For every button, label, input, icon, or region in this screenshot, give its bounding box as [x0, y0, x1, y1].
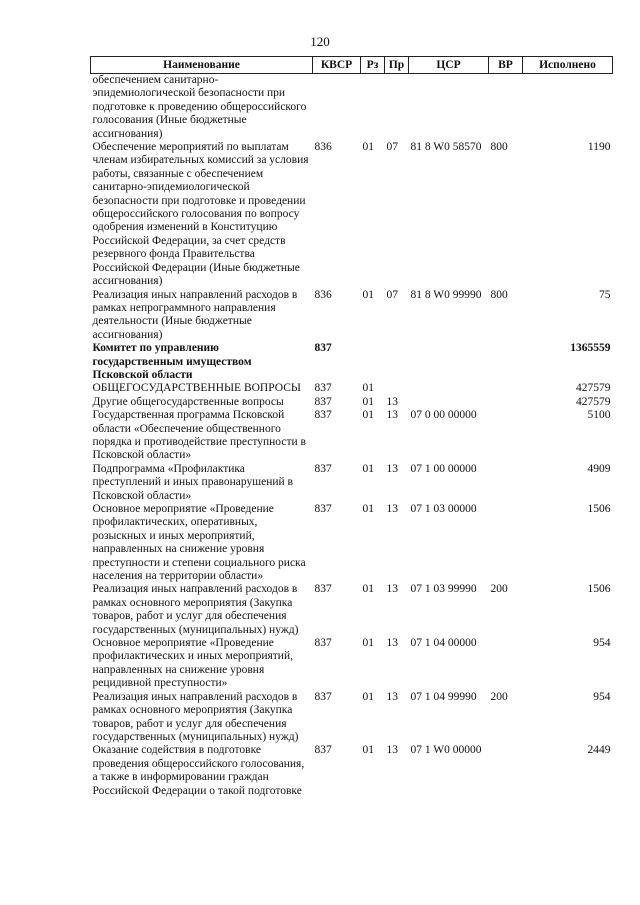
cell-kvsr: 836	[314, 141, 332, 154]
cell-name: Другие общегосударственные вопросы	[92, 395, 284, 408]
cell-rz: 01	[362, 141, 374, 154]
cell-rz: 01	[362, 583, 374, 596]
cell-pr: 13	[386, 583, 398, 596]
cell-name: Реализация иных направлений расходов в рамках основного мероприятия (Закупка товаров, работ и услуг для обеспечения государственных (муниципальных) нужд)	[92, 583, 299, 636]
table-row	[91, 382, 613, 395]
table-row	[91, 342, 613, 382]
cell-name: Обеспечение мероприятий по выплатам членам избирательных комиссий за условия работы, связанные с обеспечением санитарно-эпидемиологической безопасности при подготовке и проведении общероссийского голосования по вопросу одобрения изменений в Конституцию Российской Федерации, за счет средств резервного фонда Правительства Российской Федерации (Иные бюджетные ассигнования)	[92, 141, 309, 288]
cell-kvsr: 837	[314, 462, 332, 475]
table-row	[91, 637, 613, 691]
cell-exec: 4909	[587, 462, 611, 475]
table-row	[91, 583, 613, 637]
cell-kvsr	[313, 74, 361, 142]
header-exec: Исполнено	[523, 57, 613, 74]
cell-vr: 800	[490, 288, 508, 301]
cell-csr: 07 1 04 99990	[410, 690, 477, 703]
cell-exec: 1365559	[570, 342, 611, 355]
cell-kvsr: 837	[314, 382, 332, 395]
cell-pr	[385, 342, 409, 382]
cell-rz: 01	[362, 690, 374, 703]
cell-csr: 07 1 W0 00000	[410, 744, 482, 757]
cell-vr	[489, 74, 523, 142]
cell-name: Реализация иных направлений расходов в рамках основного мероприятия (Закупка товаров, работ и услуг для обеспечения государственных (муниципальных) нужд)	[92, 690, 299, 743]
cell-kvsr: 836	[314, 288, 332, 301]
cell-kvsr: 837	[314, 342, 332, 355]
cell-vr: 200	[490, 583, 508, 596]
cell-kvsr: 837	[314, 503, 332, 515]
cell-vr	[489, 463, 523, 503]
cell-vr: 200	[490, 690, 508, 703]
cell-csr	[409, 74, 489, 142]
cell-pr: 13	[386, 744, 398, 757]
cell-kvsr: 837	[314, 637, 332, 650]
table-row	[91, 744, 613, 798]
cell-vr	[489, 637, 523, 691]
cell-pr: 13	[386, 503, 398, 515]
table-row	[91, 289, 613, 343]
cell-exec: 1506	[587, 583, 611, 596]
cell-rz: 01	[362, 395, 374, 408]
cell-exec: 954	[593, 637, 611, 650]
cell-name: ОБЩЕГОСУДАРСТВЕННЫЕ ВОПРОСЫ	[92, 382, 301, 395]
cell-pr: 13	[386, 409, 398, 422]
cell-name: Реализация иных направлений расходов в рамках непрограммного направления деятельности (Иные бюджетные ассигнования)	[92, 288, 298, 341]
header-vr: ВР	[489, 57, 523, 74]
cell-vr	[489, 503, 523, 583]
cell-name: Оказание содействия в подготовке проведения общероссийского голосования, а также в информировании граждан Российской Федерации о такой подготовке	[92, 744, 305, 797]
cell-pr: 07	[386, 141, 398, 154]
cell-name: Государственная программа Псковской области «Обеспечение общественного порядка и противодействие преступности в Псковской области»	[92, 409, 306, 462]
table-row	[91, 396, 613, 409]
cell-rz: 01	[362, 637, 374, 650]
header-name: Наименование	[91, 57, 313, 74]
table-body	[91, 74, 613, 798]
cell-pr	[385, 382, 409, 395]
cell-pr: 13	[386, 690, 398, 703]
cell-kvsr: 837	[314, 395, 332, 408]
cell-exec: 954	[593, 690, 611, 703]
cell-exec: 1190	[587, 141, 611, 154]
cell-exec: 427579	[576, 395, 611, 408]
table-row	[91, 503, 613, 583]
cell-vr	[489, 342, 523, 382]
cell-csr: 81 8 W0 99990	[410, 288, 482, 301]
cell-exec: 5100	[587, 409, 611, 422]
table-row	[91, 409, 613, 463]
cell-csr: 81 8 W0 58570	[410, 141, 482, 154]
cell-kvsr: 837	[314, 409, 332, 422]
cell-rz: 01	[362, 744, 374, 757]
cell-rz	[361, 74, 385, 142]
cell-name: Комитет по управлению государственным имуществом Псковской области	[92, 342, 252, 381]
cell-exec: 75	[599, 288, 611, 301]
header-pr: Пр	[385, 57, 409, 74]
cell-rz: 01	[362, 288, 374, 301]
cell-pr: 13	[386, 395, 398, 408]
cell-csr: 07 0 00 00000	[410, 409, 477, 422]
header-kvsr: КВСР	[313, 57, 361, 74]
budget-table	[90, 56, 613, 798]
cell-csr: 07 1 03 99990	[410, 583, 477, 596]
cell-csr: 07 1 03 00000	[410, 503, 477, 515]
cell-exec	[523, 74, 613, 142]
cell-vr	[489, 744, 523, 798]
cell-kvsr: 837	[314, 583, 332, 596]
cell-exec: 1506	[587, 503, 611, 515]
cell-vr	[489, 396, 523, 409]
table-row	[91, 463, 613, 503]
cell-exec: 2449	[587, 744, 611, 757]
cell-name: Основное мероприятие «Проведение профилактических, оперативных, розыскных и иных мероприятий, направленных на снижение уровня преступности и степени социального риска населения на территории области»	[92, 503, 306, 583]
cell-name: Подпрограмма «Профилактика преступлений и иных правонарушений в Псковской области»	[92, 462, 293, 502]
cell-csr	[409, 342, 489, 382]
cell-vr: 800	[490, 141, 508, 154]
cell-pr: 13	[386, 637, 398, 650]
table-header-row	[91, 57, 613, 74]
cell-pr: 13	[386, 462, 398, 475]
header-csr: ЦСР	[409, 57, 489, 74]
cell-csr: 07 1 04 00000	[410, 637, 477, 650]
table-row	[91, 74, 613, 142]
cell-csr	[409, 382, 489, 395]
cell-name: обеспечением санитарно-эпидемиологической безопасности при подготовке к проведению общероссийского голосования (Иные бюджетные ассигнования)	[92, 74, 307, 140]
cell-rz: 01	[362, 462, 374, 475]
page-number: 120	[310, 34, 330, 49]
table-row	[91, 141, 613, 288]
cell-vr	[489, 382, 523, 395]
cell-rz: 01	[362, 503, 374, 515]
cell-csr	[409, 396, 489, 409]
cell-pr: 07	[386, 288, 398, 301]
cell-rz: 01	[362, 409, 374, 422]
header-rz: Рз	[361, 57, 385, 74]
cell-kvsr: 837	[314, 744, 332, 757]
table-row	[91, 691, 613, 745]
cell-kvsr: 837	[314, 690, 332, 703]
cell-exec: 427579	[576, 382, 611, 395]
cell-rz	[361, 342, 385, 382]
cell-csr: 07 1 00 00000	[410, 462, 477, 475]
cell-pr	[385, 74, 409, 142]
cell-vr	[489, 409, 523, 463]
cell-name: Основное мероприятие «Проведение профилактических и иных мероприятий, направленных на снижение уровня рецидивной преступности»	[92, 637, 293, 690]
cell-rz: 01	[362, 382, 374, 395]
